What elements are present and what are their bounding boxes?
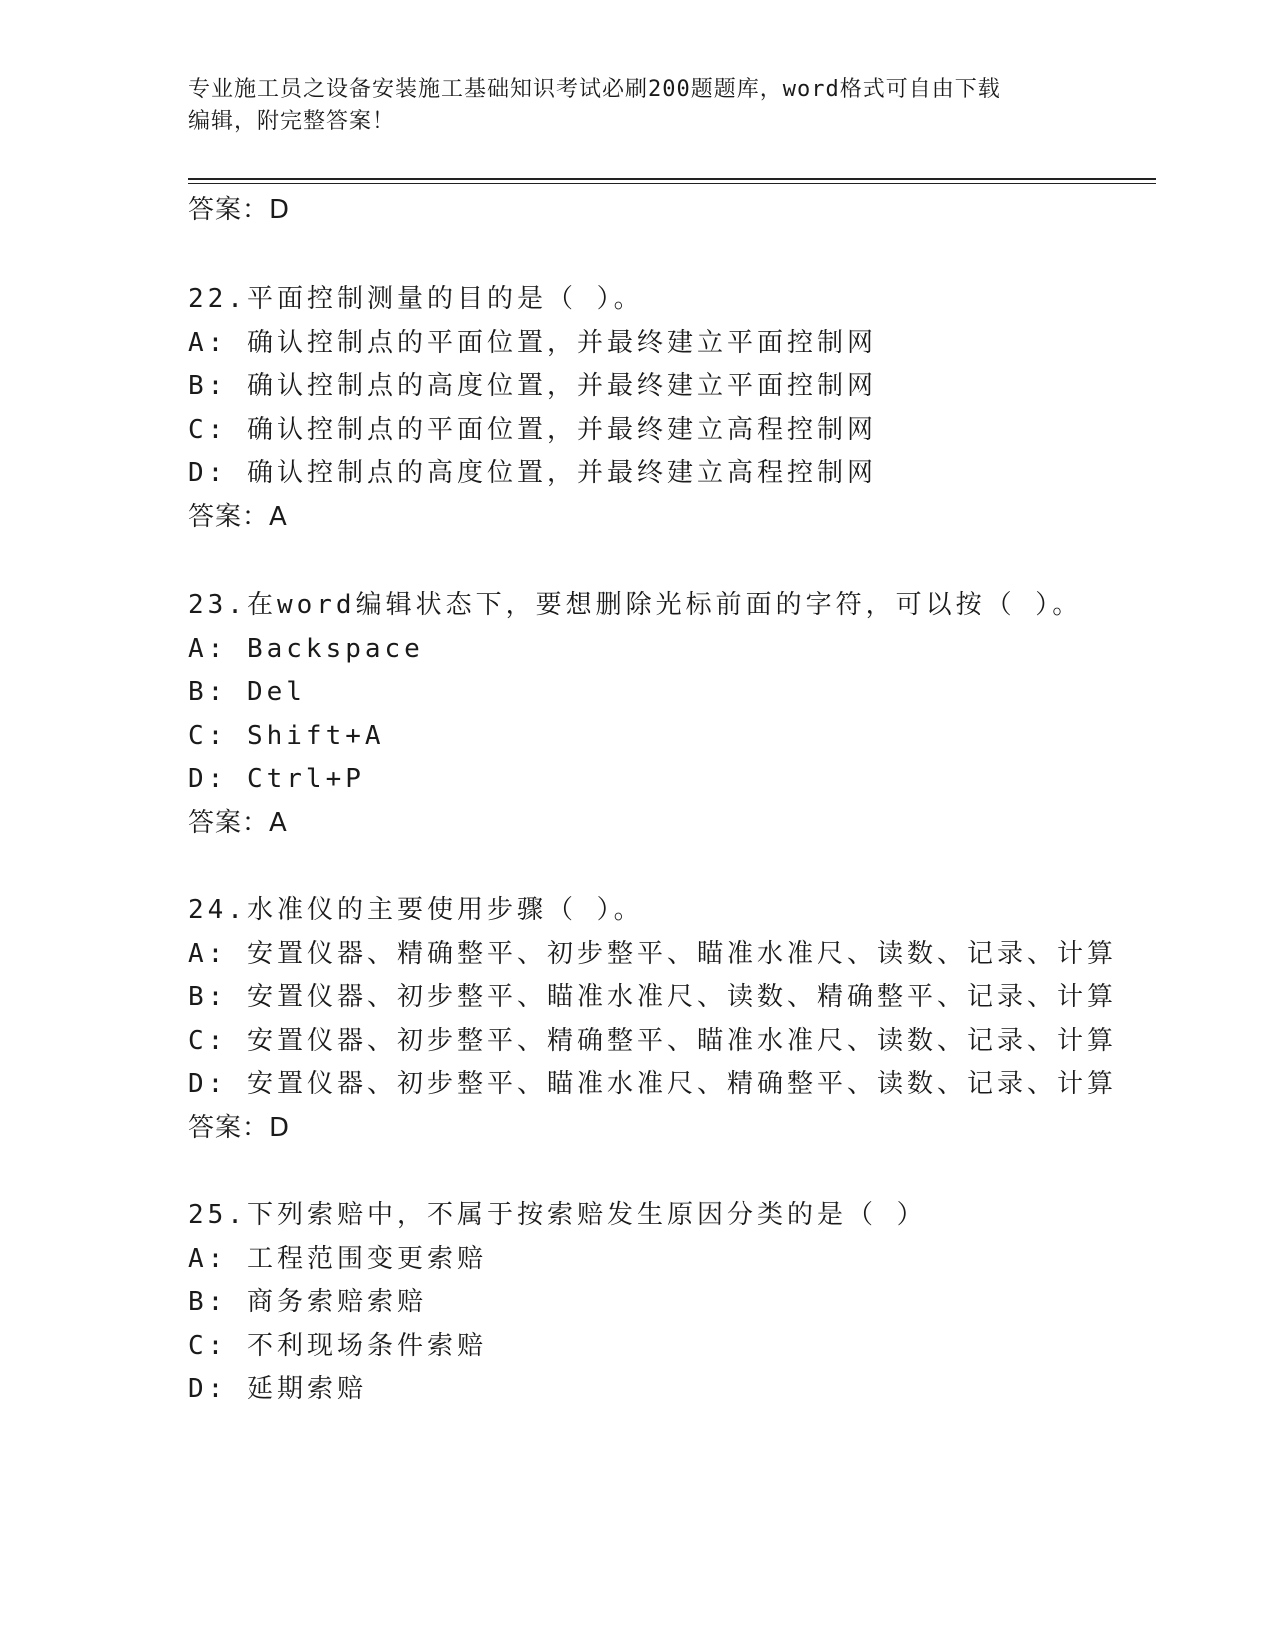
option-d: D: 确认控制点的高度位置，并最终建立高程控制网 xyxy=(188,458,877,488)
option-b: B: 商务索赔索赔 xyxy=(188,1287,427,1317)
option-a: A: 安置仪器、精确整平、初步整平、瞄准水准尺、读数、记录、计算 xyxy=(188,939,1117,969)
option-b: B: Del xyxy=(188,677,306,707)
option-b: B: 确认控制点的高度位置，并最终建立平面控制网 xyxy=(188,371,877,401)
option-b: B: 安置仪器、初步整平、瞄准水准尺、读数、精确整平、记录、计算 xyxy=(188,982,1117,1012)
header-line-1: 专业施工员之设备安装施工基础知识考试必刷200题题库，word格式可自由下载 xyxy=(188,77,1001,102)
answer: 答案：A xyxy=(188,808,288,838)
question-stem: 23.在word编辑状态下，要想删除光标前面的字符，可以按（ ）。 xyxy=(188,590,1083,620)
header-rule-thin xyxy=(188,183,1156,184)
option-d: D: Ctrl+P xyxy=(188,764,365,794)
option-c: C: 安置仪器、初步整平、精确整平、瞄准水准尺、读数、记录、计算 xyxy=(188,1026,1117,1056)
question-stem: 22.平面控制测量的目的是（ ）。 xyxy=(188,284,644,314)
option-c: C: 确认控制点的平面位置，并最终建立高程控制网 xyxy=(188,415,877,445)
question-stem: 25.下列索赔中，不属于按索赔发生原因分类的是（ ） xyxy=(188,1200,927,1230)
previous-answer: 答案：D xyxy=(188,195,291,225)
answer: 答案：A xyxy=(188,502,288,532)
option-a: A: 确认控制点的平面位置，并最终建立平面控制网 xyxy=(188,328,877,358)
question-stem: 24.水准仪的主要使用步骤（ ）。 xyxy=(188,895,644,925)
option-d: D: 安置仪器、初步整平、瞄准水准尺、精确整平、读数、记录、计算 xyxy=(188,1069,1117,1099)
option-c: C: 不利现场条件索赔 xyxy=(188,1331,487,1361)
header-rule-thick xyxy=(188,178,1156,180)
header-line-2: 编辑，附完整答案！ xyxy=(188,109,396,134)
option-c: C: Shift+A xyxy=(188,721,385,751)
option-d: D: 延期索赔 xyxy=(188,1374,367,1404)
document-header xyxy=(188,74,1088,138)
option-a: A: Backspace xyxy=(188,634,424,664)
option-a: A: 工程范围变更索赔 xyxy=(188,1244,487,1274)
answer: 答案：D xyxy=(188,1113,291,1143)
